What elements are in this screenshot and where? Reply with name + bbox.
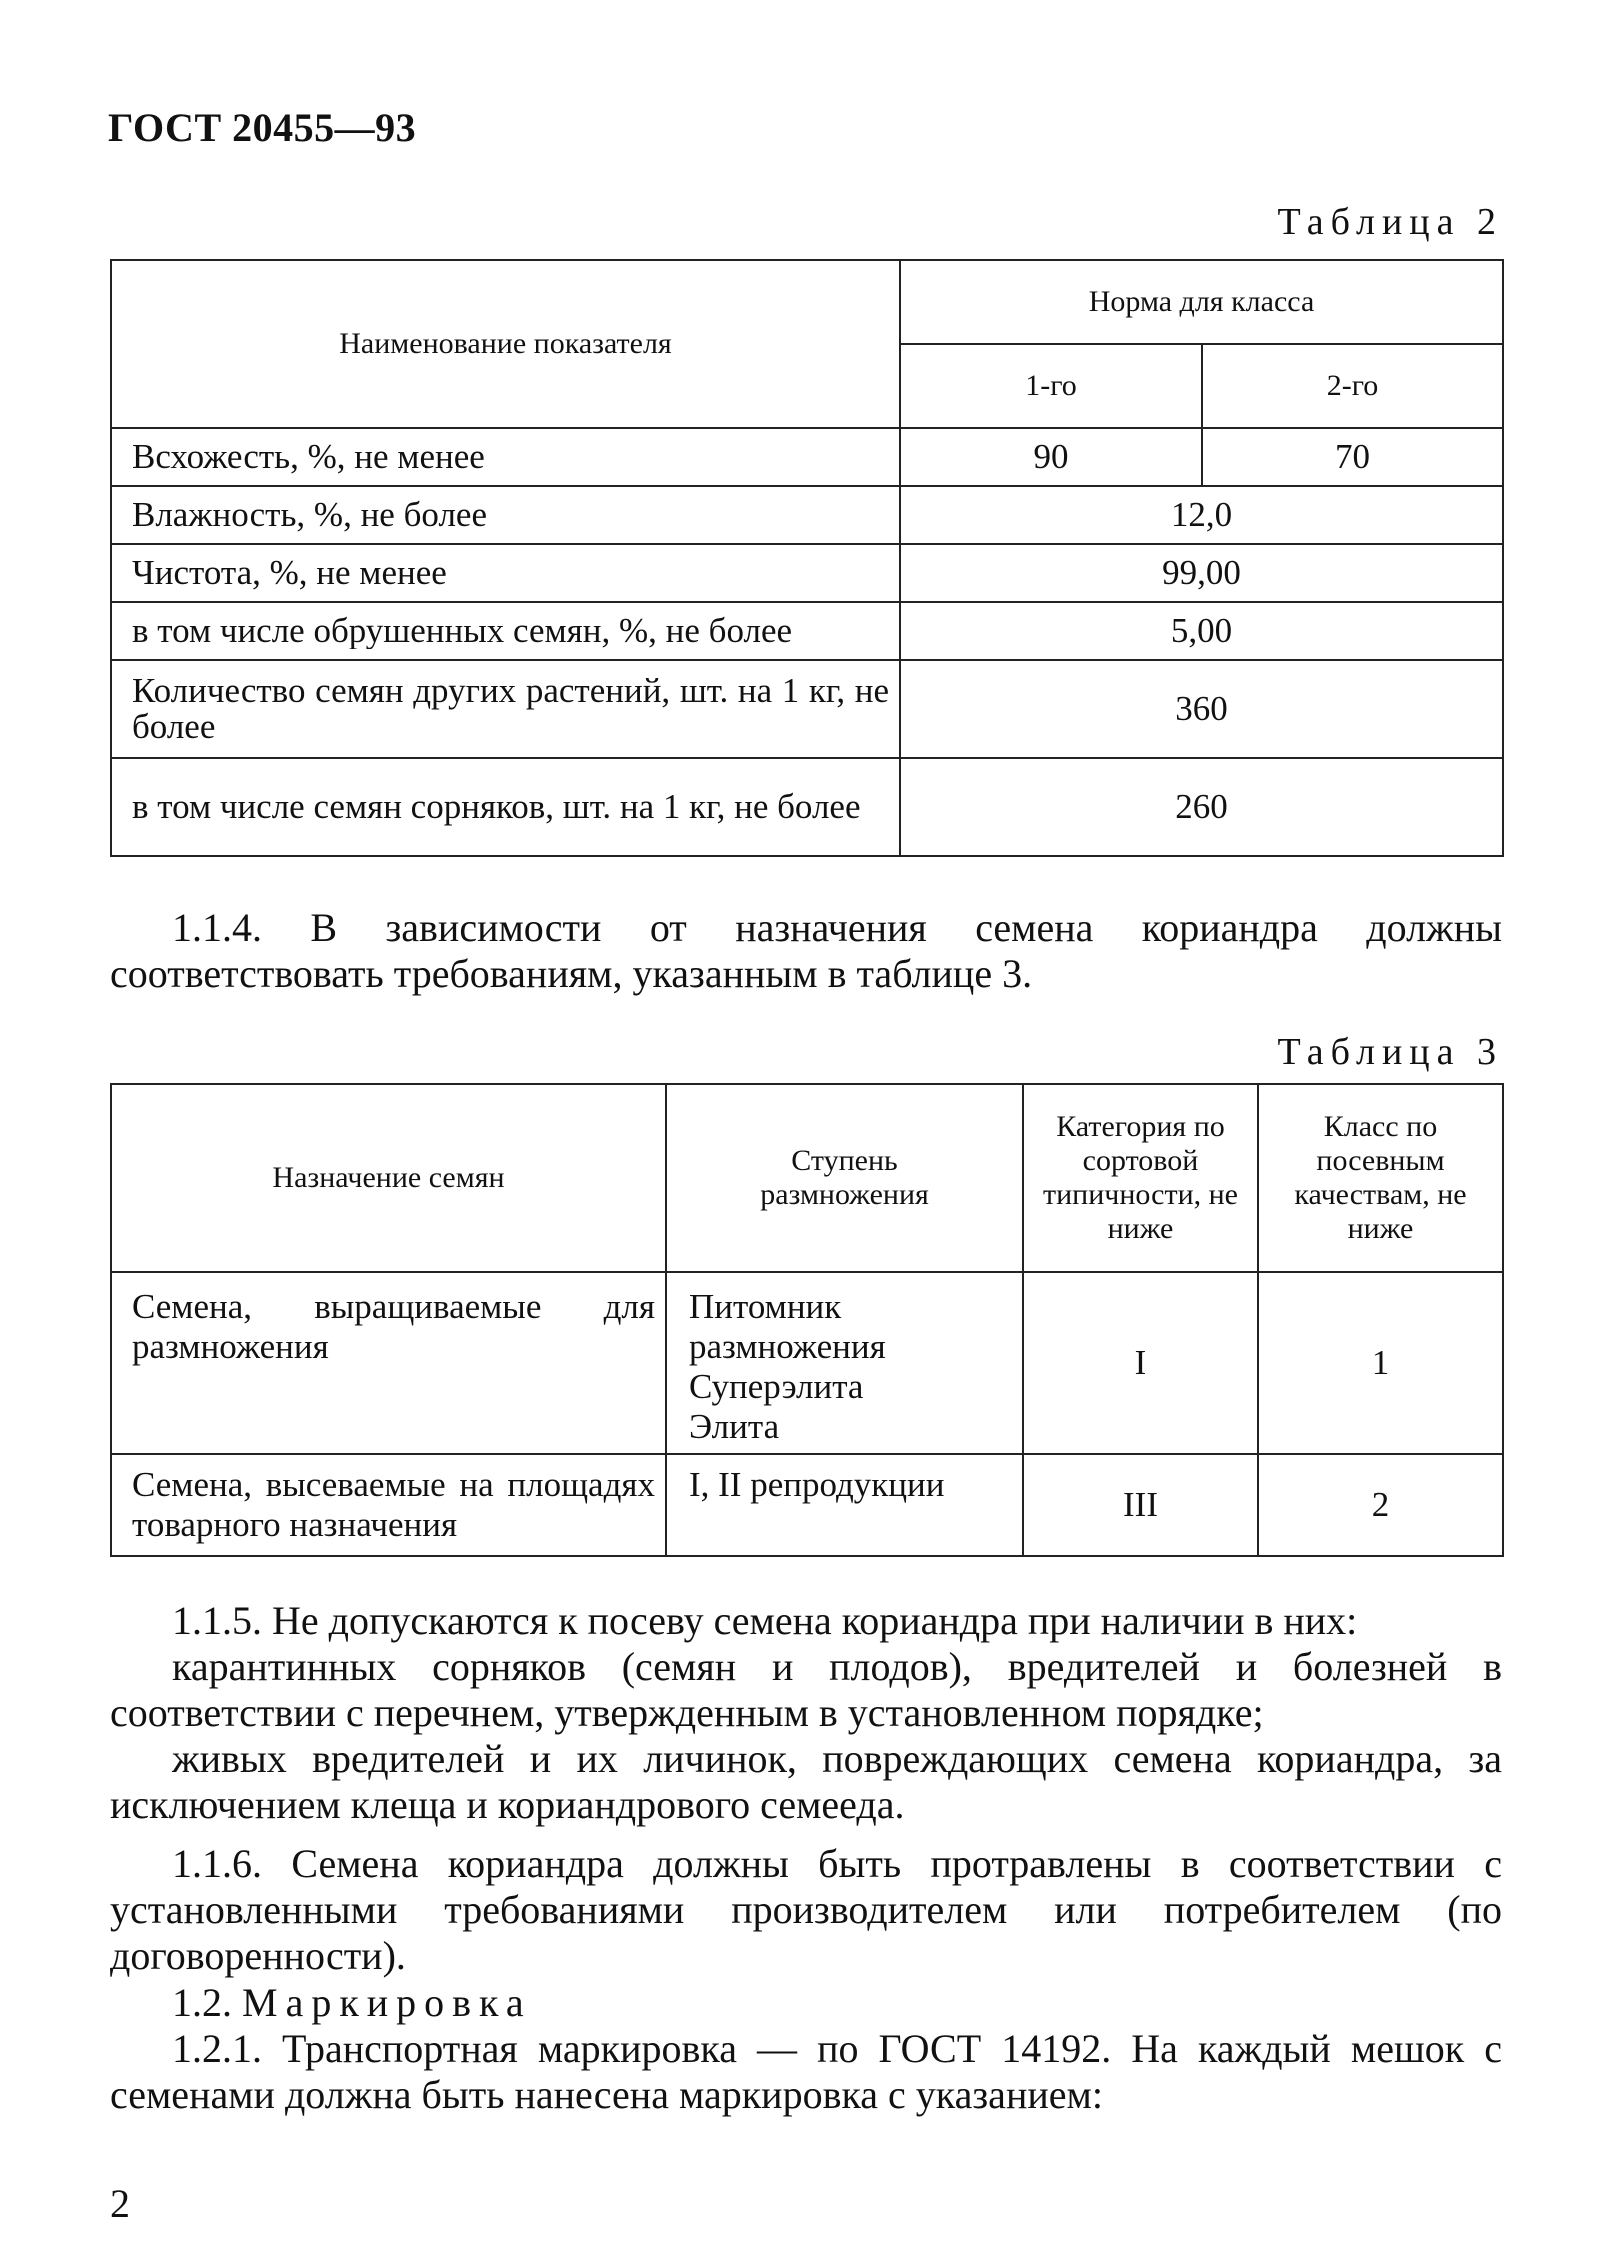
paragraph-1-2-1: 1.2.1. Транспортная маркировка — по ГОСТ 14192. На каждый мешок с семенами должна быть нанесена маркировка с указанием: xyxy=(110,2026,1502,2117)
table-row xyxy=(111,602,1503,660)
value-class-1: 90 xyxy=(900,428,1202,486)
table-row xyxy=(111,428,1503,486)
table-row xyxy=(111,660,1503,758)
purpose-cell: Семена, высеваемые на площадях товарного назначения xyxy=(111,1454,666,1556)
indicator-name: Чистота, %, не менее xyxy=(111,544,900,602)
indicator-name: Всхожесть, %, не менее xyxy=(111,428,900,486)
value-all-classes: 99,00 xyxy=(900,544,1503,602)
col-header-category: Категория по сортовой типичности, не ниже xyxy=(1023,1084,1258,1272)
category-cell: III xyxy=(1023,1454,1258,1556)
category-cell: I xyxy=(1023,1272,1258,1454)
col-header-class-1: 1-го xyxy=(900,344,1202,428)
table-3-caption: Таблица 3 xyxy=(1277,1031,1503,1073)
stage-cell: I, II репродукции xyxy=(666,1454,1023,1556)
col-header-stage: Ступень размножения xyxy=(666,1084,1023,1272)
col-header-norm: Норма для класса xyxy=(900,260,1503,344)
indicator-name: Влажность, %, не более xyxy=(111,486,900,544)
table-row xyxy=(111,1454,1503,1556)
col-header-indicator: Наименование показателя xyxy=(111,260,900,428)
value-all-classes: 360 xyxy=(900,660,1503,758)
class-cell: 2 xyxy=(1258,1454,1503,1556)
paragraph-1-1-6: 1.1.6. Семена кориандра должны быть протравлены в соответствии с установленными требованиями производителем или потребителем (по договоренности). xyxy=(110,1841,1502,1978)
col-header-class: Класс по посевным качествам, не ниже xyxy=(1258,1084,1503,1272)
table-row xyxy=(111,1272,1503,1454)
paragraph-1-1-5: 1.1.5. Не допускаются к посеву семена кориандра при наличии в них: карантинных сорняков (семян и плодов), вредителей и болезней в соответствии с перечнем, утвержденным в установленном порядке; живых вредителей и их личинок, повреждающих семена кориандра, за исключением клеща и кориандрового семееда. xyxy=(110,1598,1502,1827)
stage-cell: Питомник размножения Суперэлита Элита xyxy=(666,1272,1023,1454)
value-class-2: 70 xyxy=(1202,428,1503,486)
value-all-classes: 12,0 xyxy=(900,486,1503,544)
page-number: 2 xyxy=(110,2181,130,2226)
table-2-caption: Таблица 2 xyxy=(1277,201,1503,243)
value-all-classes: 5,00 xyxy=(900,602,1503,660)
indicator-name: в том числе семян сорняков, шт. на 1 кг, не более xyxy=(111,758,900,856)
document-header: ГОСТ 20455—93 xyxy=(108,105,417,150)
table-row xyxy=(111,544,1503,602)
class-cell: 1 xyxy=(1258,1272,1503,1454)
value-all-classes: 260 xyxy=(900,758,1503,856)
indicator-name: Количество семян других растений, шт. на 1 кг, не более xyxy=(111,660,900,758)
indicator-name: в том числе обрушенных семян, %, не более xyxy=(132,613,793,649)
table-2 xyxy=(110,259,1504,857)
purpose-cell: Семена, выращиваемые для размножения xyxy=(111,1272,666,1454)
section-1-2-heading: 1.2. Маркировка xyxy=(172,1980,532,2025)
table-row xyxy=(111,486,1503,544)
paragraph-1-1-4: 1.1.4. В зависимости от назначения семена кориандра должны соответствовать требованиям, указанным в таблице 3. xyxy=(110,905,1502,996)
table-3 xyxy=(110,1083,1504,1557)
col-header-class-2: 2-го xyxy=(1202,344,1503,428)
table-row xyxy=(111,758,1503,856)
col-header-purpose: Назначение семян xyxy=(111,1084,666,1272)
